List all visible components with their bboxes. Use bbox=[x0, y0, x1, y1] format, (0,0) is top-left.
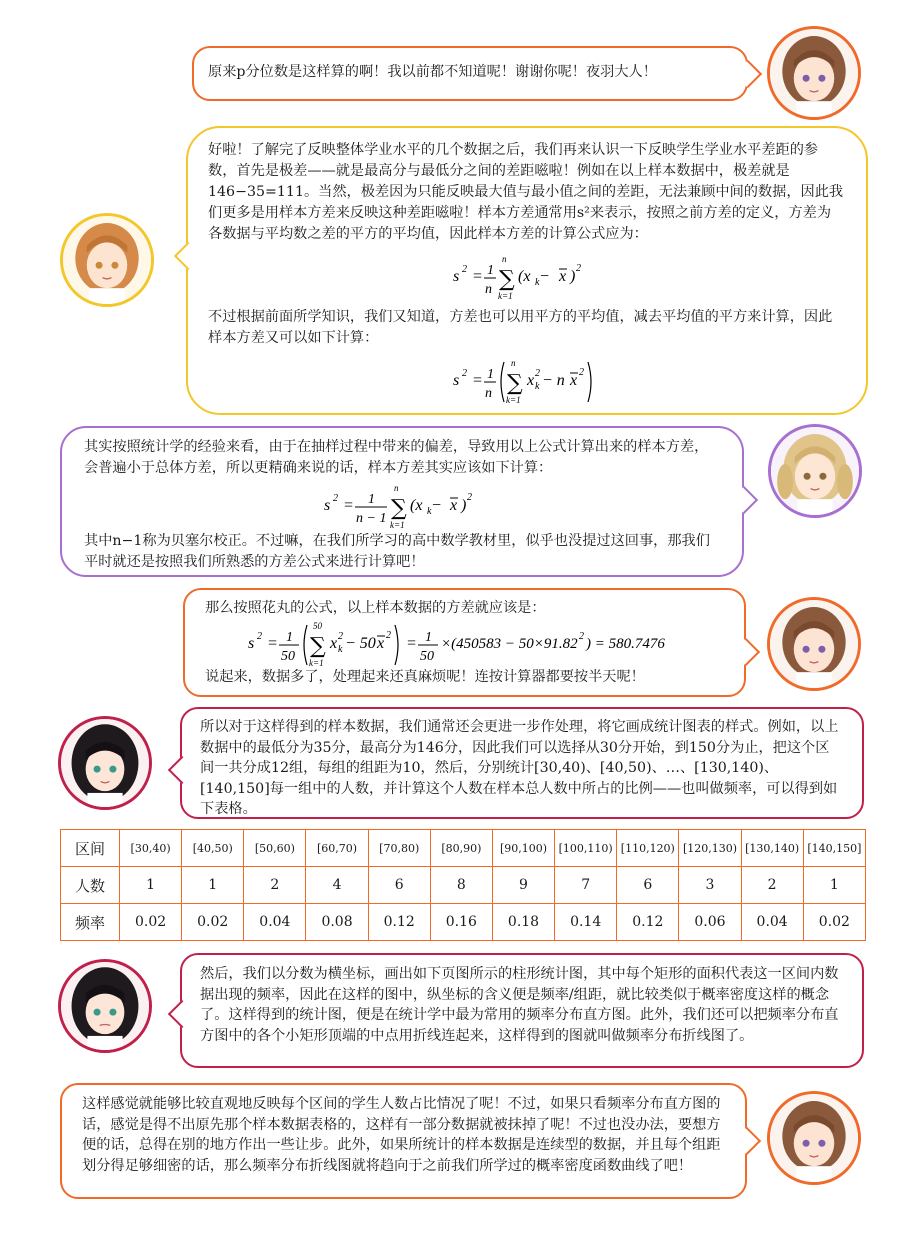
svg-text:=: = bbox=[405, 635, 417, 652]
interval-cell: [80,90) bbox=[430, 830, 492, 867]
bubble-2-para-1: 好啦！了解完了反映整体学业水平的几个数据之后，我们再来认识一下反映学生学业水平差距的参数，首先是极差——就是最高分与最低分之间的差距嗞啦！例如在以上样本数据中，极差就是146−35=111。当然，极差因为只能反映最大值与最小值之间的差距，无法兼顾中间的数据，因此我们更多是用样本方差来反映这种差距嗞啦！样本方差通常用s²来表示，按照之前方差的定义，方差为各数据与平均数之差的平方的平均值，因此样本方差的计算公式应为： bbox=[208, 142, 844, 242]
f1-body: (x bbox=[518, 268, 531, 285]
f1-den: n bbox=[485, 282, 492, 297]
f4-term2: − 50 bbox=[344, 635, 376, 652]
f3-num: 1 bbox=[368, 492, 375, 507]
count-cell: 7 bbox=[555, 867, 617, 904]
frequency-cell: 0.02 bbox=[182, 904, 244, 941]
f2-xbar: x bbox=[570, 372, 578, 389]
avatar-brown-hair-girl bbox=[767, 26, 861, 120]
frequency-cell: 0.16 bbox=[430, 904, 492, 941]
bubble-4-para-1: 那么按照花丸的公式，以上样本数据的方差就应该是： bbox=[205, 600, 546, 616]
f3-body: (x bbox=[410, 497, 423, 514]
count-cell: 4 bbox=[306, 867, 368, 904]
f4-xbar-exp: 2 bbox=[385, 630, 391, 641]
f3-minus: − bbox=[431, 497, 442, 514]
f2-sum-top: n bbox=[511, 358, 516, 368]
f3-tail-exp: 2 bbox=[467, 492, 472, 503]
row-label-interval: 区间 bbox=[61, 830, 120, 867]
f2-exp: 2 bbox=[462, 368, 467, 379]
count-cell: 9 bbox=[492, 867, 554, 904]
speech-bubble-4 bbox=[183, 588, 746, 697]
bubble-4-para-2: 说起来，数据多了，处理起来还真麻烦呢！连按计算器都要按半天呢！ bbox=[205, 669, 645, 685]
f2-den: n bbox=[485, 386, 492, 401]
calc-formula-svg bbox=[246, 619, 686, 667]
f4-frac2-num: 1 bbox=[424, 630, 432, 645]
interval-cell: [70,80) bbox=[368, 830, 430, 867]
svg-text:∑: ∑ bbox=[391, 496, 407, 521]
f4-term1-sub: k bbox=[337, 644, 342, 655]
count-cell: 2 bbox=[244, 867, 306, 904]
f4-xbar: x bbox=[376, 635, 384, 652]
count-cell: 6 bbox=[368, 867, 430, 904]
f1-sum-bot: k=1 bbox=[498, 291, 513, 301]
f1-sum-top: n bbox=[502, 254, 507, 264]
portrait-icon bbox=[770, 600, 858, 688]
portrait-icon bbox=[771, 427, 859, 515]
f3-lhs: s bbox=[324, 497, 331, 514]
avatar-black-hair-girl-2 bbox=[58, 959, 152, 1053]
count-cell: 1 bbox=[120, 867, 182, 904]
f2-term1-sub: k bbox=[535, 381, 540, 392]
avatar-brown-hair-girl-2 bbox=[767, 597, 861, 691]
count-cell: 1 bbox=[182, 867, 244, 904]
f4-exp: 2 bbox=[256, 631, 262, 642]
speech-bubble-1 bbox=[192, 46, 748, 101]
f2-num: 1 bbox=[487, 367, 494, 382]
bessel-formula-svg bbox=[322, 481, 482, 529]
formula-variance-calculation bbox=[205, 619, 726, 667]
frequency-cell: 0.04 bbox=[244, 904, 306, 941]
frequency-cell: 0.12 bbox=[617, 904, 679, 941]
f2-sum-bot: k=1 bbox=[506, 395, 521, 405]
frequency-cell: 0.12 bbox=[368, 904, 430, 941]
f4-frac1-den: 50 bbox=[280, 649, 295, 664]
bubble-2-para-2: 不过根据前面所学知识，我们又知道，方差也可以用平方的平均值，减去平均值的平方来计算，因此样本方差又可以如下计算： bbox=[208, 309, 833, 346]
svg-text:=: = bbox=[472, 268, 483, 285]
f4-frac1-num: 1 bbox=[285, 630, 293, 645]
f4-term1-exp: 2 bbox=[337, 631, 343, 642]
table-row-interval bbox=[61, 830, 866, 867]
speech-bubble-6 bbox=[180, 953, 864, 1068]
f3-sub: k bbox=[427, 506, 432, 517]
interval-cell: [50,60) bbox=[244, 830, 306, 867]
f1-tail: ) bbox=[570, 268, 576, 285]
svg-text:=: = bbox=[343, 497, 354, 514]
frequency-cell: 0.02 bbox=[803, 904, 865, 941]
portrait-icon bbox=[61, 719, 149, 807]
interval-cell: [90,100) bbox=[492, 830, 554, 867]
bubble-1-text: 原来p分位数是这样算的啊！我以前都不知道呢！谢谢你呢！夜羽大人！ bbox=[208, 64, 657, 80]
svg-text:=: = bbox=[472, 372, 483, 389]
f2-xbar-exp: 2 bbox=[579, 367, 584, 378]
portrait-icon bbox=[770, 29, 858, 117]
f3-sum-bot: k=1 bbox=[390, 520, 405, 529]
portrait-icon bbox=[61, 962, 149, 1050]
frequency-cell: 0.06 bbox=[679, 904, 741, 941]
speech-bubble-5 bbox=[180, 707, 864, 819]
frequency-cell: 0.02 bbox=[120, 904, 182, 941]
bubble-7-text: 这样感觉就能够比较直观地反映每个区间的学生人数占比情况了呢！不过，如果只看频率分布直方图的话，感觉是得不出原先那个样本数据表格的，这样有一部分数据就被抹掉了呢！不过也没办法，要想方便的话，总得在别的地方作出一些让步。此外，如果所统计的样本数据是连续型的数据，并且每个组距划分得足够细密的话，那么频率分布折线图就将趋向于之前我们所学过的概率密度函数曲线了吧！ bbox=[82, 1096, 721, 1174]
f3-xbar: x bbox=[450, 497, 458, 514]
variance-formula-svg bbox=[451, 250, 601, 302]
f1-lhs: s bbox=[453, 268, 460, 285]
f3-tail: ) bbox=[461, 497, 467, 514]
interval-cell: [140,150] bbox=[803, 830, 865, 867]
interval-cell: [110,120) bbox=[617, 830, 679, 867]
f4-lhs: s bbox=[247, 635, 254, 652]
avatar-blonde-twin-tail-girl bbox=[768, 424, 862, 518]
row-label-count: 人数 bbox=[61, 867, 120, 904]
speech-bubble-3 bbox=[60, 426, 744, 577]
count-cell: 3 bbox=[679, 867, 741, 904]
row-label-frequency: 频率 bbox=[61, 904, 120, 941]
f3-sum-top: n bbox=[394, 483, 399, 493]
count-cell: 6 bbox=[617, 867, 679, 904]
interval-cell: [130,140) bbox=[741, 830, 803, 867]
f1-exp: 2 bbox=[462, 264, 467, 275]
count-cell: 2 bbox=[741, 867, 803, 904]
interval-cell: [60,70) bbox=[306, 830, 368, 867]
f1-minus: − bbox=[539, 268, 550, 285]
frequency-cell: 0.04 bbox=[741, 904, 803, 941]
svg-text:∑: ∑ bbox=[499, 267, 515, 292]
svg-text:∑: ∑ bbox=[507, 371, 523, 396]
f4-mult: ×(450583 − 50×91.82 bbox=[440, 636, 578, 652]
f4-sum-top: 50 bbox=[312, 621, 322, 631]
f4-mult-exp: 2 bbox=[578, 631, 584, 642]
bubble-3-para-2: 其中n−1称为贝塞尔校正。不过嘛，在我们所学习的高中数学教材里，似乎也没提过这回事，那我们平时就还是按照我们所熟悉的方差公式来进行计算吧！ bbox=[84, 533, 710, 570]
f1-sub: k bbox=[535, 277, 540, 288]
interval-cell: [100,110) bbox=[555, 830, 617, 867]
f1-num: 1 bbox=[487, 263, 494, 278]
frequency-cell: 0.08 bbox=[306, 904, 368, 941]
avatar-orange-hair-girl bbox=[60, 213, 154, 307]
f2-lhs: s bbox=[453, 372, 460, 389]
frequency-cell: 0.18 bbox=[492, 904, 554, 941]
f4-frac2-den: 50 bbox=[419, 649, 434, 664]
avatar-black-hair-girl bbox=[58, 716, 152, 810]
frequency-table bbox=[60, 829, 866, 941]
f4-result: ) = 580.7476 bbox=[585, 636, 665, 652]
avatar-brown-hair-girl-3 bbox=[767, 1091, 861, 1185]
f1-tail-exp: 2 bbox=[576, 263, 581, 274]
variance-alt-formula-svg bbox=[451, 354, 601, 406]
f4-sum-bot: k=1 bbox=[308, 658, 324, 667]
frequency-cell: 0.14 bbox=[555, 904, 617, 941]
f3-den: n − 1 bbox=[356, 511, 387, 526]
bubble-6-text: 然后，我们以分数为横坐标，画出如下页图所示的柱形统计图，其中每个矩形的面积代表这一区间内数据出现的频率，因此在这样的图中，纵坐标的含义便是频率/组距，就比较类似于概率密度这样的概念了。这样得到的统计图，便是在统计学中最为常用的频率分布直方图。此外，我们还可以把频率分布直方图中的各个小矩形顶端的中点用折线连起来，这样得到的图就叫做频率分布折线图了。 bbox=[200, 966, 839, 1044]
f4-term1: x bbox=[329, 635, 337, 652]
f2-term2: − n bbox=[542, 372, 565, 389]
f3-exp: 2 bbox=[333, 493, 338, 504]
bubble-3-para-1: 其实按照统计学的经验来看，由于在抽样过程中带来的偏差，导致用以上公式计算出来的样本方差，会普遍小于总体方差，所以更精确来说的话，样本方差其实应该如下计算： bbox=[84, 439, 709, 476]
count-cell: 8 bbox=[430, 867, 492, 904]
f2-term1-exp: 2 bbox=[535, 368, 540, 379]
interval-cell: [40,50) bbox=[182, 830, 244, 867]
formula-bessel-variance bbox=[84, 481, 720, 529]
interval-cell: [30,40) bbox=[120, 830, 182, 867]
f2-term1: x bbox=[527, 372, 535, 389]
portrait-icon bbox=[770, 1094, 858, 1182]
bubble-5-text: 所以对于这样得到的样本数据，我们通常还会更进一步作处理，将它画成统计图表的样式。例如，以上数据中的最低分为35分，最高分为146分，因此我们可以选择从30分开始，到150分为止，把这个区间一共分成12组，每组的组距为10，然后，分别统计[30,40)、[40,50)、…、[130,140)、[140,150]每一组中的人数，并计算这个人数在样本总人数中所占的比例——也叫做频率，可以得到如下表格。 bbox=[200, 719, 839, 817]
svg-text:∑: ∑ bbox=[309, 634, 326, 659]
table-row-count bbox=[61, 867, 866, 904]
interval-cell: [120,130) bbox=[679, 830, 741, 867]
formula-sample-variance bbox=[208, 250, 844, 302]
count-cell: 1 bbox=[803, 867, 865, 904]
table-row-frequency bbox=[61, 904, 866, 941]
portrait-icon bbox=[63, 216, 151, 304]
f1-xbar: x bbox=[559, 268, 567, 285]
svg-text:=: = bbox=[266, 635, 278, 652]
speech-bubble-2 bbox=[186, 126, 868, 415]
speech-bubble-7 bbox=[60, 1083, 747, 1199]
formula-sample-variance-alt bbox=[208, 354, 844, 406]
